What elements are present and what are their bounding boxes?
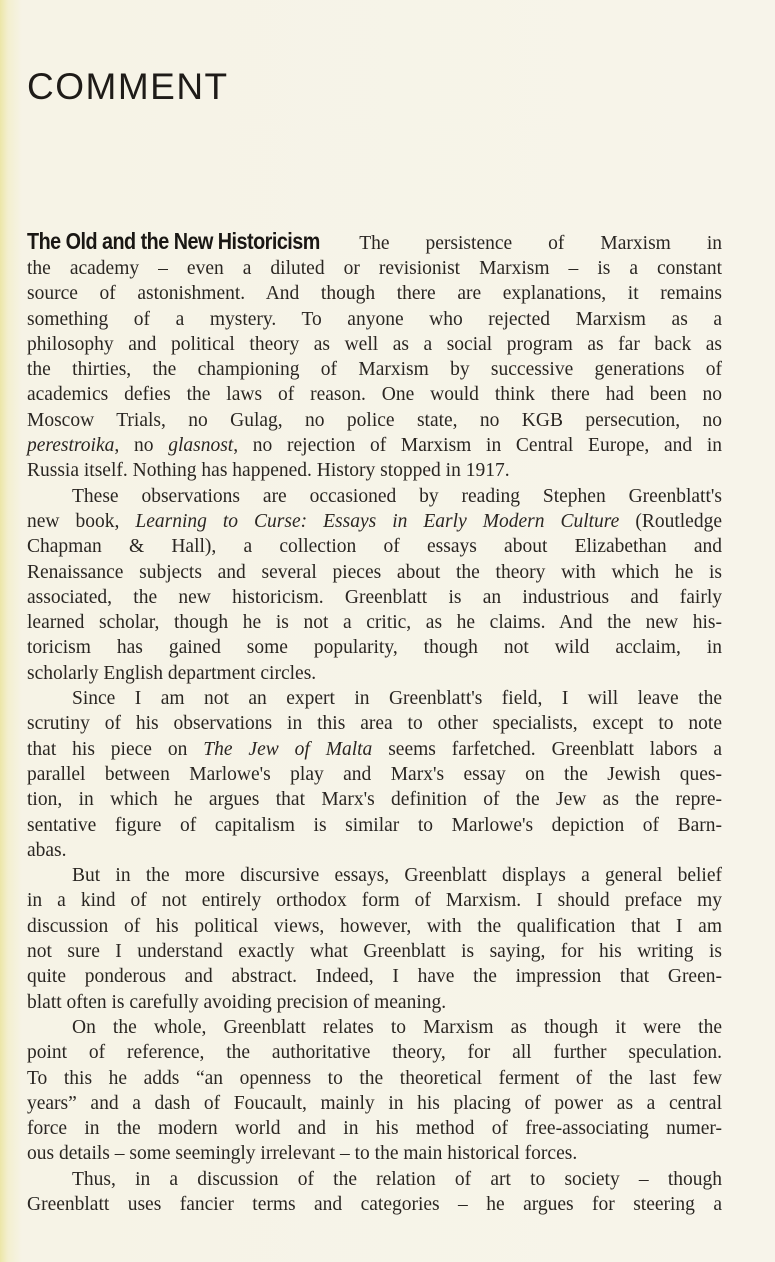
text-line <box>27 256 722 281</box>
text-run: sentative figure of capitalism is similar to Marlowe's depiction of Barn- <box>27 814 722 836</box>
text-line <box>27 787 722 812</box>
text-run: the academy – even a diluted or revisionist Marxism – is a constant <box>27 258 722 279</box>
text-run: that his piece on <box>27 738 204 760</box>
text-run: These observations are occasioned by reading Stephen Greenblatt's <box>72 485 722 507</box>
text-run: Since I am not an expert in Greenblatt's field, I will leave the <box>72 688 722 710</box>
text-line <box>27 1192 722 1217</box>
text-run: Russia itself. Nothing has happened. History stopped in 1917. <box>27 460 510 482</box>
text-line <box>27 357 722 382</box>
text-line <box>27 711 722 736</box>
text-run: On the whole, Greenblatt relates to Marxism as though it were the <box>72 1016 722 1038</box>
text-line <box>27 332 722 357</box>
text-line <box>27 281 722 306</box>
text-line <box>27 534 722 559</box>
italic-title: glasnost <box>168 435 234 457</box>
text-line <box>27 686 722 711</box>
text-line <box>27 964 722 989</box>
text-line <box>27 1091 722 1116</box>
text-line <box>27 585 722 610</box>
text-line <box>27 661 722 686</box>
text-line <box>27 939 722 964</box>
text-run: quite ponderous and abstract. Indeed, I have the impression that Green- <box>27 966 722 988</box>
text-line <box>27 838 722 863</box>
text-run: toricism has gained some popularity, though not wild acclaim, in <box>27 637 722 659</box>
text-run: Thus, in a discussion of the relation of art to society – though <box>72 1168 722 1190</box>
text-run: The persistence of Marxism in <box>359 233 723 254</box>
text-line <box>27 1141 722 1166</box>
text-run: abas. <box>27 839 67 861</box>
article-body <box>27 229 722 1217</box>
text-run: force in the modern world and in his method of free-associating numer- <box>27 1118 722 1140</box>
text-run: scrutiny of his observations in this area to other specialists, except to note <box>27 713 722 735</box>
text-run: something of a mystery. To anyone who rejected Marxism as a <box>27 308 722 330</box>
text-run: learned scholar, though he is not a critic, as he claims. And the new his- <box>27 612 722 634</box>
text-line <box>27 1015 722 1040</box>
text-run: parallel between Marlowe's play and Marx's essay on the Jewish ques- <box>27 763 722 785</box>
text-run: blatt often is carefully avoiding precision of meaning. <box>27 991 447 1013</box>
text-run: Moscow Trials, no Gulag, no police state, no KGB persecution, no <box>27 409 722 431</box>
italic-title: The Jew of Malta <box>203 738 373 760</box>
text-line <box>27 1116 722 1141</box>
text-line <box>27 433 722 458</box>
text-run: philosophy and political theory as well as a social program as far back as <box>27 333 722 355</box>
text-run: years” and a dash of Foucault, mainly in his placing of power as a central <box>27 1092 722 1114</box>
text-run: point of reference, the authoritative theory, for all further speculation. <box>27 1042 722 1064</box>
text-run: Greenblatt uses fancier terms and categories – he argues for steering a <box>27 1193 722 1215</box>
text-line <box>27 484 722 509</box>
text-line <box>27 863 722 888</box>
text-line <box>27 408 722 433</box>
text-run: Renaissance subjects and several pieces about the theory with which he is <box>27 561 722 583</box>
text-line <box>27 990 722 1015</box>
text-run: not sure I understand exactly what Greenblatt is saying, for his writing is <box>27 941 722 963</box>
text-line <box>27 1066 722 1091</box>
text-line <box>27 560 722 585</box>
text-run: academics defies the laws of reason. One would think there had been no <box>27 384 722 406</box>
text-line <box>27 762 722 787</box>
text-run: ous details – some seemingly irrelevant – to the main historical forces. <box>27 1143 578 1165</box>
text-line <box>27 888 722 913</box>
text-line <box>27 737 722 762</box>
text-line <box>27 458 722 483</box>
text-line <box>27 382 722 407</box>
text-run: discussion of his political views, however, with the qualification that I am <box>27 915 722 937</box>
text-run: To this he adds “an openness to the theoretical ferment of the last few <box>27 1067 722 1089</box>
italic-title: perestroika <box>27 435 115 457</box>
text-line <box>27 610 722 635</box>
italic-title: Learning to Curse: Essays in Early Modern Culture <box>135 510 620 532</box>
text-run: , no <box>114 435 169 457</box>
text-line <box>27 509 722 534</box>
text-line <box>27 1167 722 1192</box>
text-line <box>27 813 722 838</box>
text-line <box>27 307 722 332</box>
text-line <box>27 914 722 939</box>
text-run: in a kind of not entirely orthodox form of Marxism. I should preface my <box>27 890 722 912</box>
text-run: (Routledge <box>619 510 722 532</box>
text-line <box>27 1040 722 1065</box>
text-run: the thirties, the championing of Marxism by successive generations of <box>27 359 722 381</box>
text-run: source of astonishment. And though there are explanations, it remains <box>27 283 722 305</box>
text-run: But in the more discursive essays, Greenblatt displays a general belief <box>72 865 722 887</box>
text-run: seems farfetched. Greenblatt labors a <box>372 738 722 760</box>
text-line <box>27 635 722 660</box>
text-run: scholarly English department circles. <box>27 662 317 684</box>
text-run: , no rejection of Marxism in Central Europe, and in <box>233 435 722 457</box>
text-run: associated, the new historicism. Greenblatt is an industrious and fairly <box>27 586 722 608</box>
text-run: tion, in which he argues that Marx's definition of the Jew as the repre- <box>27 789 722 811</box>
text-run: Chapman & Hall), a collection of essays about Elizabethan and <box>27 536 722 558</box>
text-line <box>27 229 722 256</box>
page-title: COMMENT <box>27 66 229 107</box>
text-run: new book, <box>27 510 136 532</box>
article-heading: The Old and the New Historicism <box>27 228 320 254</box>
